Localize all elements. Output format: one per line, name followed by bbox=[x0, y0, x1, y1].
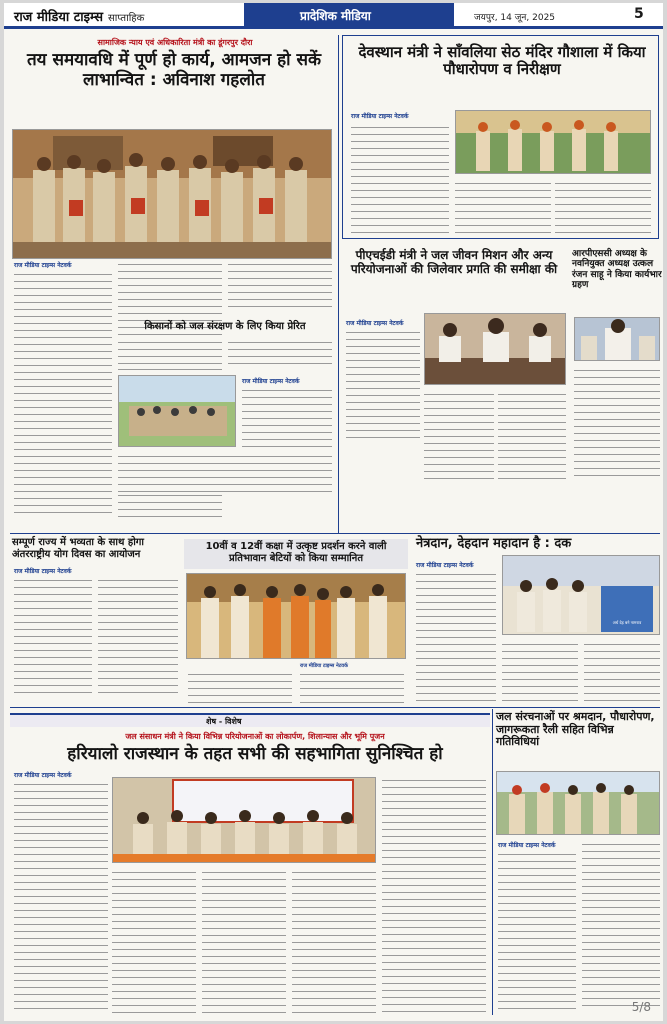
special-body-col2 bbox=[112, 869, 196, 1013]
story-farmers-water bbox=[114, 319, 336, 533]
story-headline: देवस्थान मंत्री ने साँवलिया सेठ मंदिर गौशाला में किया पौधारोपण व निरीक्षण bbox=[358, 43, 646, 79]
farmers-photo-image bbox=[119, 376, 236, 447]
foundation-ceremony-image bbox=[113, 778, 376, 863]
story9-body-col1 bbox=[498, 851, 576, 1011]
farmers-photo bbox=[118, 375, 236, 447]
story6-body-col2 bbox=[98, 577, 178, 697]
story2-body-col3 bbox=[555, 180, 651, 234]
special-body-col1 bbox=[14, 781, 108, 1013]
special-body-col3 bbox=[202, 869, 286, 1013]
story-dungarpur-visit bbox=[10, 35, 334, 235]
story-headline: तय समयावधि में पूर्ण हो कार्य, आमजन हो सकें लाभान्वित : अविनाश गहलोत bbox=[26, 50, 321, 90]
plantation-photo-image bbox=[456, 111, 651, 174]
story6-body-col1 bbox=[14, 577, 92, 697]
story-eye-donation bbox=[412, 537, 662, 705]
group-photo bbox=[12, 129, 332, 259]
story1-body-col3 bbox=[228, 261, 332, 313]
story1-body-col1 bbox=[14, 271, 112, 519]
review-meeting-image bbox=[425, 314, 566, 385]
paper-frequency: साप्ताहिक bbox=[108, 13, 145, 24]
story-rpsc-chairman bbox=[572, 247, 662, 487]
story-headline: किसानों को जल संरक्षण के लिए किया प्रेरित bbox=[144, 321, 306, 332]
story5-body-col4 bbox=[118, 453, 332, 493]
special-kicker: जल संसाधन मंत्री ने किया विभिन्न परियोजनाओं का लोकार्पण, शिलान्यास और भूमि पूजन bbox=[125, 732, 385, 741]
section-banner: प्रादेशिक मीडिया bbox=[244, 3, 454, 26]
issue-date: जयपुर, 14 जून, 2025 bbox=[474, 13, 556, 23]
shramdan-photo bbox=[496, 771, 660, 835]
story-headline: पीएचईडी मंत्री ने जल जीवन मिशन और अन्य परियोजनाओं की जिलेवार प्रगति की समीक्षा की bbox=[350, 248, 558, 276]
story2-byline: राज मीडिया टाइम्स नेटवर्क bbox=[351, 113, 409, 120]
story1-byline: राज मीडिया टाइम्स नेटवर्क bbox=[14, 262, 72, 269]
paper-name: राज मीडिया टाइम्स bbox=[14, 10, 104, 25]
story-headline: 10वीं व 12वीं कक्षा में उत्कृष्ट प्रदर्शन करने वाली प्रतिभावान बेटियों को किया सम्मानित bbox=[205, 541, 387, 564]
story8-byline: राज मीडिया टाइम्स नेटवर्क bbox=[416, 562, 474, 569]
story8-body-col2 bbox=[502, 641, 578, 701]
masthead bbox=[4, 3, 663, 29]
story8-body-col1 bbox=[416, 571, 496, 701]
story4-body bbox=[574, 367, 660, 479]
story-sanwaliya-gaushala bbox=[342, 35, 659, 239]
story-headline: आरपीएससी अध्यक्ष के नवनियुक्त अध्यक्ष उत्कल रंजन साहू ने किया कार्यभार ग्रहण bbox=[572, 249, 662, 291]
foundation-ceremony-photo bbox=[112, 777, 376, 863]
story-headline: सम्पूर्ण राज्य में भव्यता के साथ होगा अंतरराष्ट्रीय योग दिवस का आयोजन bbox=[12, 537, 145, 560]
story3-body-col3 bbox=[498, 391, 566, 479]
story3-body-col1 bbox=[346, 329, 420, 439]
story-phed-review bbox=[342, 247, 568, 487]
story-kicker: सामाजिक न्याय एवं अधिकारिता मंत्री का डूंगरपुर दौरा bbox=[97, 38, 253, 47]
banner-text: अर्थ देह बने नामराव bbox=[612, 620, 642, 625]
story-headline: नेत्रदान, देहदान महादान है : दक bbox=[416, 536, 572, 551]
chairman-photo bbox=[574, 317, 660, 361]
donation-event-photo bbox=[502, 555, 660, 635]
divider bbox=[492, 709, 493, 1015]
ceremony-photo-image bbox=[187, 574, 406, 659]
shramdan-photo-image bbox=[497, 772, 660, 835]
story7-body-col1 bbox=[188, 671, 292, 703]
special-body-col4 bbox=[292, 869, 376, 1013]
story5-byline: राज मीडिया टाइम्स नेटवर्क bbox=[242, 378, 300, 385]
newspaper-page bbox=[4, 3, 663, 1021]
story2-body-col2 bbox=[455, 180, 551, 234]
ceremony-photo bbox=[186, 573, 406, 659]
story6-byline: राज मीडिया टाइम्स नेटवर्क bbox=[14, 568, 72, 575]
divider bbox=[10, 707, 660, 708]
page-number: 5 bbox=[634, 6, 644, 22]
review-meeting-photo bbox=[424, 313, 566, 385]
page-indicator: 5/8 bbox=[631, 1000, 651, 1014]
special-body-col5 bbox=[382, 777, 486, 1013]
story5-body-col3 bbox=[242, 387, 332, 449]
special-byline: राज मीडिया टाइम्स नेटवर्क bbox=[14, 772, 72, 779]
special-label: शेष - विशेष bbox=[206, 717, 242, 726]
story3-body-col2 bbox=[424, 391, 494, 479]
story5-body-col2 bbox=[228, 339, 332, 369]
story-headline: हरियालो राजस्थान के तहत सभी की सहभागिता सुनिश्चित हो bbox=[67, 744, 443, 764]
special-label-bar bbox=[10, 713, 490, 727]
story8-body-col3 bbox=[584, 641, 660, 701]
chairman-photo-image bbox=[575, 318, 660, 361]
story-shramdan bbox=[494, 711, 662, 1017]
story-daughters-honoured bbox=[184, 539, 408, 705]
plantation-photo bbox=[455, 110, 651, 174]
story3-byline: राज मीडिया टाइम्स नेटवर्क bbox=[346, 320, 404, 327]
divider bbox=[338, 35, 339, 533]
story2-body-col1 bbox=[351, 124, 449, 234]
group-photo-image bbox=[13, 130, 332, 259]
story7-byline: राज मीडिया टाइम्स नेटवर्क bbox=[300, 663, 348, 669]
story9-body-col2 bbox=[582, 841, 660, 1011]
story7-body-col2 bbox=[300, 671, 404, 703]
story-hariyalo-rajasthan bbox=[10, 731, 490, 1017]
story-headline: जल संरचनाओं पर श्रमदान, पौधारोपण, जागरूकता रैली सहित विभिन्न गतिविधियां bbox=[496, 710, 655, 749]
story5-body-col1 bbox=[118, 339, 222, 369]
story-yoga-day bbox=[10, 537, 180, 705]
story9-byline: राज मीडिया टाइम्स नेटवर्क bbox=[498, 842, 556, 849]
divider bbox=[10, 533, 660, 534]
